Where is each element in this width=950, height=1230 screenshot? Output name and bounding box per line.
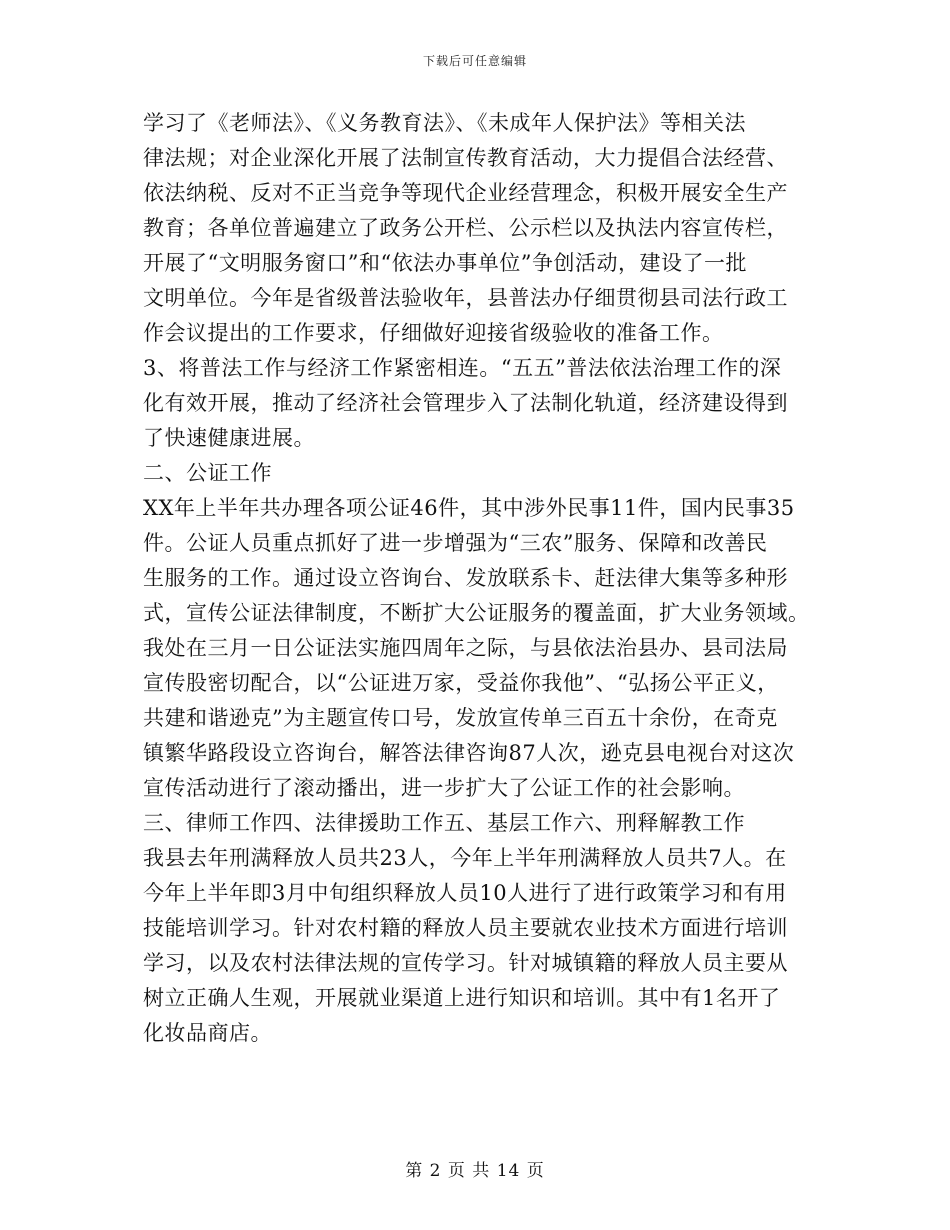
body-line: 今年上半年即3月中旬组织释放人员10人进行了进行政策学习和有用 — [143, 881, 787, 905]
body-line: 我处在三月一日公证法实施四周年之际，与县依法治县办、县司法局 — [143, 636, 788, 660]
section-heading: 三、律师工作四、法律援助工作五、基层工作六、刑释解教工作 — [143, 811, 745, 835]
page-number: 第 2 页 共 14 页 — [405, 1161, 545, 1181]
body-line: 件。公证人员重点抓好了进一步增强为“三农”服务、保障和改善民 — [143, 531, 768, 555]
body-line: 开展了“文明服务窗口”和“依法办事单位”争创活动，建设了一批 — [143, 251, 747, 275]
document-body — [143, 106, 808, 1051]
body-line: 教育；各单位普遍建立了政务公开栏、公示栏以及执法内容宣传栏， — [143, 216, 788, 240]
page-header-note: 下载后可任意编辑 — [422, 54, 527, 68]
body-line: 宣传股密切配合，以“公证进万家，受益你我他”、“弘扬公平正义， — [143, 671, 779, 695]
body-line: 化妆品商店。 — [143, 1021, 272, 1045]
body-line: 共建和谐逊克”为主题宣传口号，发放宣传单三百五十余份，在奇克 — [143, 706, 778, 730]
body-line: 律法规；对企业深化开展了法制宣传教育活动，大力提倡合法经营、 — [143, 146, 788, 170]
body-line: 学习，以及农村法律法规的宣传学习。针对城镇籍的释放人员主要从 — [143, 951, 788, 975]
body-line: 式，宣传公证法律制度，不断扩大公证服务的覆盖面，扩大业务领域。 — [143, 601, 810, 625]
section-heading: 二、公证工作 — [143, 461, 272, 485]
body-line: 我县去年刑满释放人员共23人，今年上半年刑满释放人员共7人。在 — [143, 846, 787, 870]
body-line: 生服务的工作。通过设立咨询台、发放联系卡、赶法律大集等多种形 — [143, 566, 788, 590]
body-line: 镇繁华路段设立咨询台，解答法律咨询87人次，逊克县电视台对这次 — [143, 741, 795, 765]
body-line: 依法纳税、反对不正当竞争等现代企业经营理念，积极开展安全生产 — [143, 181, 788, 205]
body-line: 技能培训学习。针对农村籍的释放人员主要就农业技术方面进行培训 — [143, 916, 788, 940]
body-line: 宣传活动进行了滚动播出，进一步扩大了公证工作的社会影响。 — [143, 776, 745, 800]
body-line: 学习了《老师法》、《义务教育法》、《未成年人保护法》等相关法 — [143, 111, 746, 135]
body-line: XX年上半年共办理各项公证46件，其中涉外民事11件，国内民事35 — [143, 496, 795, 520]
body-line: 3、将普法工作与经济工作紧密相连。“五五”普法依法治理工作的深 — [143, 356, 782, 380]
body-line: 化有效开展，推动了经济社会管理步入了法制化轨道，经济建设得到 — [143, 391, 788, 415]
body-line: 树立正确人生观，开展就业渠道上进行知识和培训。其中有1名开了 — [143, 986, 781, 1010]
body-line: 作会议提出的工作要求，仔细做好迎接省级验收的准备工作。 — [143, 321, 724, 345]
body-line: 文明单位。今年是省级普法验收年，县普法办仔细贯彻县司法行政工 — [143, 286, 788, 310]
body-line: 了快速健康进展。 — [143, 426, 315, 450]
